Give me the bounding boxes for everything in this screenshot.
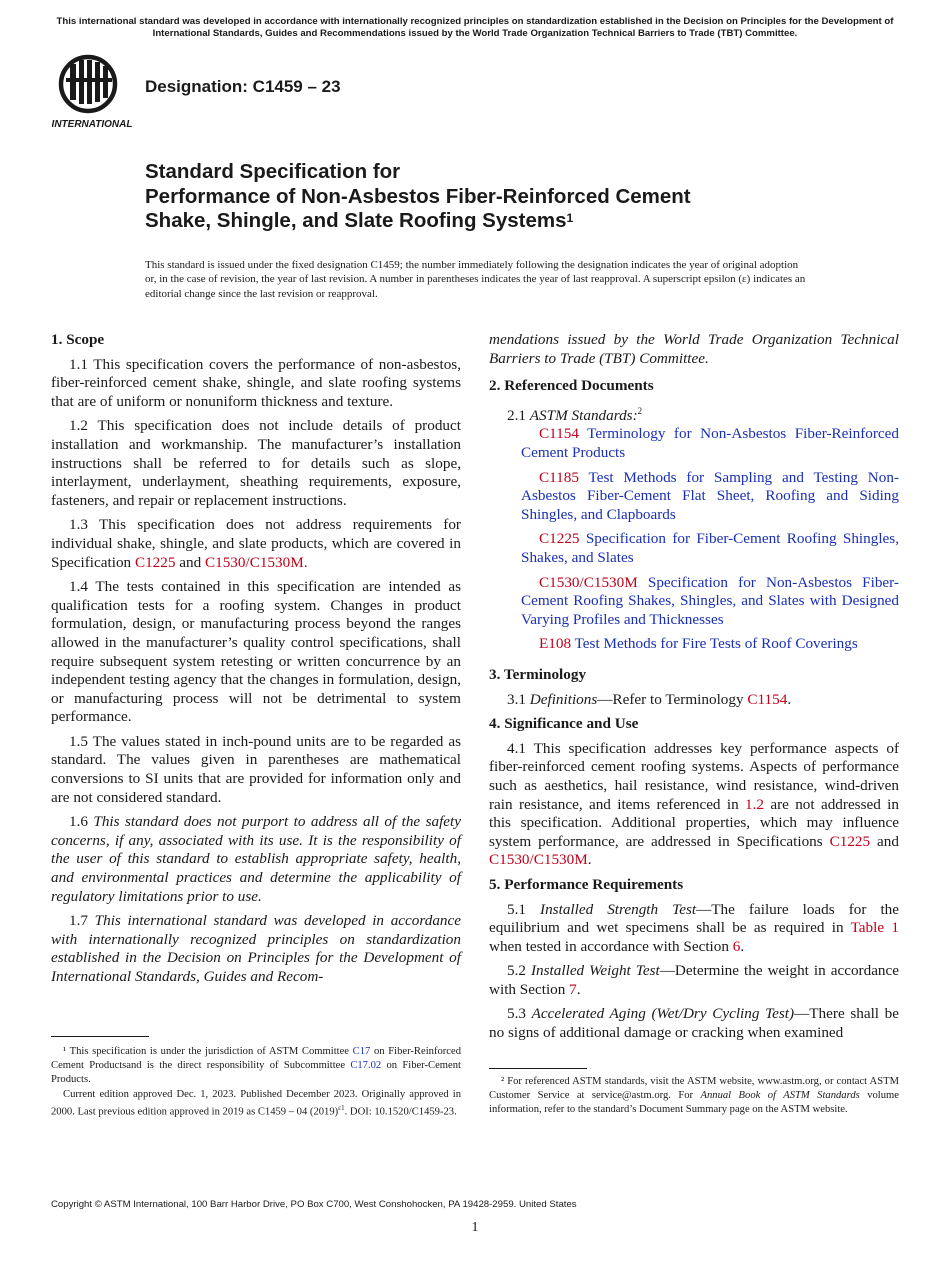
text-fragment: on Fiber-Cement Products.: [51, 1059, 461, 1085]
link-c1530-significance[interactable]: C1530/C1530M: [489, 851, 588, 869]
section-heading-significance: 4. Significance and Use: [489, 715, 639, 733]
reference-item: [505, 574, 899, 630]
text-fragment: —Determine the weight in accordance with Section: [489, 962, 900, 998]
reference-item: [505, 530, 899, 567]
text-fragment: This standard does not purport to address all of the safety concerns, if any, associated with its use. It is the responsibility of the user of this standard to establish appropriate safety, health, and environmental practices and determine the applicability of regulatory limitations prior to use.: [51, 813, 462, 905]
text-fragment: volume information, refer to the standard’s Document Summary page on the ASTM website.: [489, 1089, 899, 1115]
reference-item: [505, 469, 899, 525]
link-c1225[interactable]: C1225: [134, 553, 176, 571]
right-column: [489, 331, 899, 1049]
link-section-7: 7: [569, 980, 577, 998]
title-footnote-marker: 1: [566, 211, 574, 225]
text-fragment: are not addressed in this specification. Additional properties, which may influence system performance, are addressed in Specifications: [489, 795, 899, 850]
reference-title-link[interactable]: Test Methods for Fire Tests of Roof Coverings: [571, 635, 858, 653]
text-fragment: 5.1: [507, 900, 541, 918]
para-1-5: 1.5 The values stated in inch-pound units are to be regarded as standard. The values given in parentheses are mathematical conversions to SI units that are provided for information only and are not considered standard.: [51, 732, 461, 806]
link-section-6[interactable]: 6: [732, 937, 741, 955]
text-fragment: 1.3 This specification does not address requirements for individual shake, shingle, and slate products, which are covered in Specification: [51, 516, 461, 571]
text-fragment: 4.1 This specification addresses key performance aspects of fiber-reinforced cement roofing systems. Aspects of performance such as aesthetics, hail resistance, wind resistance, wind-driven rain resistance, and items referenced in: [489, 739, 899, 813]
reference-code-link[interactable]: E108: [539, 635, 572, 653]
reference-code-link[interactable]: C1185: [539, 468, 579, 486]
para-1-1: 1.1 This specification covers the performance of non-asbestos, fiber-reinforced cement shake, shingle, and slate roofing systems that are of uniform or nonuniform thickness and texture.: [51, 355, 461, 410]
text-fragment: Current edition approved Dec. 1, 2023. Published December 2023. Originally approved in 2000. Last previous edition approved in 2019 as C1459 – 04 (2019): [51, 1089, 461, 1118]
para-2-1: [489, 402, 899, 426]
text-fragment: This international standard was developed in accordance with internationally recognized principles on standardization established in the Decision on Principles for the Development of International Standards, Guides and Recom-: [51, 912, 461, 985]
title-line-1: Standard Specification for: [145, 160, 401, 183]
text-fragment: and: [175, 553, 205, 571]
logo-subtext: INTERNATIONAL: [52, 119, 133, 130]
footnote-rule-right: [489, 1068, 587, 1069]
text-fragment: —Refer to Terminology: [597, 690, 748, 708]
text-fragment: ¹ This specification is under the jurisdiction of ASTM Committee: [63, 1046, 353, 1057]
link-table-1[interactable]: Table 1: [850, 919, 899, 937]
issuance-note: This standard is issued under the fixed designation C1459; the number immediately following the designation indicates the year of original adoption or, in the case of revision, the year of last revision. A number in parentheses indicates the year of last reapproval. A superscript epsilon (ε) indicates an editorial change since the last revision or reapproval.: [145, 259, 806, 300]
designation: Designation: C1459 – 23: [145, 77, 341, 96]
international-standard-notice: This international standard was developed in accordance with internationally recognized principles on standardization established in the Decision on Principles for the Development of International Standards, Guides and Recommendations issued by the World Trade Organization Technical Barriers to Trade (TBT) Committee.: [56, 16, 894, 39]
reference-title-link[interactable]: Test Methods for Sampling and Testing Non-Asbestos Fiber-Cement Flat Sheet, Roofing and Siding Shingles, and Clapboards: [521, 468, 899, 523]
para-5-2: [489, 962, 899, 999]
text-fragment: on Fiber-Reinforced Cement Productsand is the direct responsibility of Subcommittee: [51, 1046, 461, 1071]
footnote-2: [489, 1075, 899, 1118]
para-1-3: [51, 516, 461, 572]
left-column: [51, 331, 461, 993]
text-fragment: .: [787, 690, 792, 708]
para-4-1: [489, 740, 899, 870]
link-section-1-2[interactable]: 1.2: [745, 795, 764, 813]
text-fragment: —There shall be no signs of additional damage or cracking when examined: [489, 1005, 900, 1042]
para-1-7: [51, 912, 461, 986]
reference-title-link[interactable]: Specification for Non-Asbestos Fiber-Cement Roofing Shakes, Shingles, and Slates with Designed Varying Profiles and Thicknesses: [521, 573, 899, 628]
link-committee-c17[interactable]: C17: [352, 1046, 371, 1057]
text-fragment: 1.7: [69, 912, 95, 930]
link-subcommittee-c17-02[interactable]: C17.02: [350, 1059, 382, 1071]
reference-code-link[interactable]: C1154: [539, 425, 579, 443]
section-heading-terminology: 3. Terminology: [489, 665, 587, 683]
astm-logo: [52, 52, 136, 132]
section-heading-scope: 1. Scope: [51, 331, 105, 348]
text-fragment: ε1: [338, 1104, 345, 1113]
text-fragment: Installed Strength Test: [540, 900, 697, 918]
footnote-rule-left: [51, 1036, 149, 1037]
document-title: [145, 160, 865, 234]
text-fragment: 2: [637, 405, 643, 416]
title-line-3: Shake, Shingle, and Slate Roofing Systems: [145, 209, 567, 232]
text-fragment: ASTM Standards:: [529, 406, 638, 424]
text-fragment: .: [740, 937, 745, 955]
reference-code-link[interactable]: C1225: [539, 530, 580, 548]
para-5-3: [489, 1005, 899, 1042]
astm-standards-list: [505, 425, 899, 654]
text-fragment: . DOI: 10.1520/C1459-23.: [344, 1106, 457, 1118]
text-fragment: .: [587, 851, 592, 869]
text-fragment: .: [576, 980, 581, 998]
text-fragment: 5.3: [507, 1005, 532, 1023]
para-1-7-continued: [489, 331, 899, 368]
text-fragment: Definitions: [529, 690, 598, 708]
link-c1225-significance[interactable]: C1225: [829, 832, 871, 850]
copyright-notice: Copyright © ASTM International, 100 Barr Harbor Drive, PO Box C700, West Conshohocken, PA 19428-2959. United States: [51, 1199, 577, 1210]
reference-title-link[interactable]: Terminology for Non-Asbestos Fiber-Reinforced Cement Products: [521, 425, 899, 462]
link-c1530[interactable]: C1530/C1530M.: [204, 553, 308, 571]
text-fragment: mendations issued by the World Trade Organization Technical Barriers to Trade (TBT) Committee.: [489, 331, 899, 367]
text-fragment: 3.1: [507, 690, 530, 708]
page-number: 1: [471, 1220, 479, 1235]
reference-code-link[interactable]: C1530/C1530M: [539, 573, 638, 591]
text-fragment: 1.6: [69, 813, 94, 831]
para-1-4: 1.4 The tests contained in this specification are intended as qualification tests for a roofing system. Changes in product formulation, design, or manufacturing process beyond the ranges allowed in the manufacturer’s quality control specifications, shall require subsequent system retesting or written concurrence by an independent testing agency that the changes in formulation, design, or manufacturing process will not be detrimental to system performance.: [51, 578, 461, 726]
para-3-1: [489, 691, 899, 710]
footnote-1: [51, 1045, 461, 1122]
link-c1154-terminology[interactable]: C1154: [747, 690, 788, 708]
reference-item: [505, 635, 899, 654]
text-fragment: —The failure loads for the equilibrium and wet specimens shall be as required in: [489, 900, 899, 937]
text-fragment: when tested in accordance with Section: [489, 937, 733, 955]
para-1-2: 1.2 This specification does not include details of product installation and workmanship. The manufacturer’s installation instructions shall be referred to for details such as slope, interlayment, underlayment, sheathing requirements, exposure, fasteners, and repair or replacement instructions.: [51, 417, 461, 509]
para-1-6: [51, 813, 461, 906]
reference-title-link[interactable]: Specification for Fiber-Cement Roofing Shingles, Shakes, and Slates: [521, 530, 899, 566]
text-fragment: and: [870, 832, 899, 850]
section-heading-performance: 5. Performance Requirements: [489, 875, 684, 893]
text-fragment: Annual Book of ASTM Standards: [700, 1089, 860, 1101]
text-fragment: 5.2: [507, 962, 531, 980]
text-fragment: Installed Weight Test: [531, 962, 660, 980]
text-fragment: 2.1: [507, 406, 530, 424]
title-line-2: Performance of Non-Asbestos Fiber-Reinforced Cement: [145, 184, 691, 208]
para-5-1: [489, 901, 899, 957]
text-fragment: ² For referenced ASTM standards, visit the ASTM website, www.astm.org, or contact ASTM Customer Service at service@astm.org. For: [489, 1076, 899, 1101]
section-heading-referenced-documents: 2. Referenced Documents: [489, 377, 654, 395]
text-fragment: Accelerated Aging (Wet/Dry Cycling Test): [531, 1005, 795, 1023]
reference-item: [505, 425, 899, 462]
